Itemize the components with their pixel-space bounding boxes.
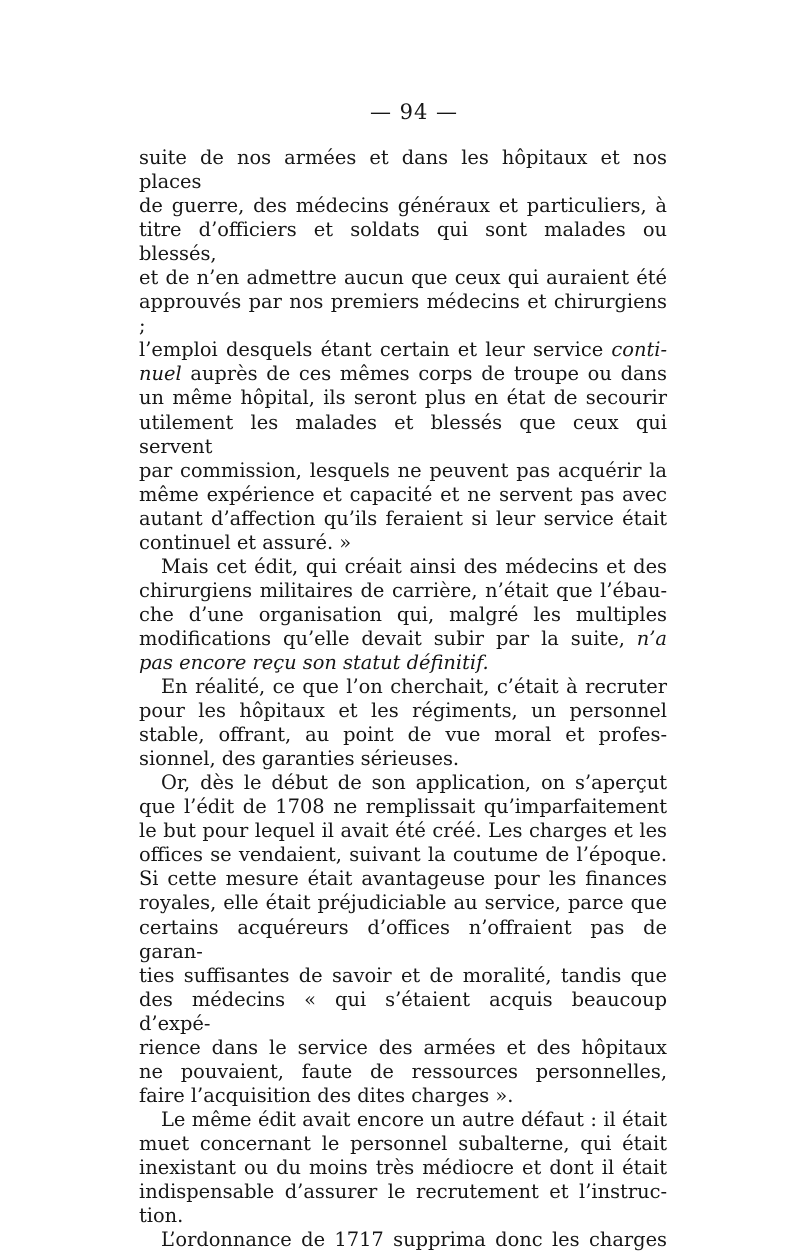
text-run: Si cette mesure était avantageuse pour les finances: [139, 867, 667, 891]
text-run: muet concernant le personnel subalterne, qui était: [139, 1131, 667, 1155]
text-line: [139, 843, 667, 867]
text-line: [139, 483, 667, 507]
text-line: [139, 867, 667, 891]
text-line: [139, 1060, 667, 1084]
text-line: [139, 579, 667, 603]
text-run: certains acquéreurs d’offices n’offraient pas de garan-: [139, 915, 667, 963]
text-line: [139, 386, 667, 410]
italic-text: nuel: [139, 362, 182, 386]
text-line: [139, 411, 667, 459]
text-line: [139, 507, 667, 531]
text-run: suite de nos armées et dans les hôpitaux et nos places: [139, 146, 667, 194]
text-line: [139, 290, 667, 338]
text-run: par commission, lesquels ne peuvent pas acquérir la: [139, 458, 667, 482]
text-line: [139, 218, 667, 266]
text-line: [139, 916, 667, 964]
text-line: [139, 362, 667, 386]
italic-text: n’a: [636, 626, 667, 650]
text-line: [139, 1180, 667, 1204]
text-line: [139, 1228, 667, 1252]
text-line: [139, 964, 667, 988]
text-line: [139, 675, 667, 699]
text-line: [139, 747, 667, 771]
italic-text: pas encore reçu son statut définitif.: [139, 650, 489, 674]
text-run: tion.: [139, 1204, 184, 1228]
text-run: En réalité, ce que l’on cherchait, c’était à recruter: [161, 675, 667, 699]
text-line: [139, 266, 667, 290]
italic-text: conti-: [611, 338, 667, 362]
text-run: Or, dès le début de son application, on s’aperçut: [161, 771, 667, 795]
text-run: approuvés par nos premiers médecins et chirurgiens ;: [139, 290, 667, 338]
text-run: Le même édit avait encore un autre défaut : il était: [161, 1107, 667, 1131]
text-run: continuel et assuré. »: [139, 530, 352, 554]
text-run: offices se vendaient, suivant la coutume de l’époque.: [139, 843, 667, 867]
text-line: [139, 795, 667, 819]
text-line: [139, 1204, 667, 1228]
text-line: [139, 1084, 667, 1108]
text-line: [139, 1108, 667, 1132]
text-run: le but pour lequel il avait été créé. Les charges et les: [139, 819, 667, 843]
text-run: un même hôpital, ils seront plus en état de secourir: [139, 386, 667, 410]
text-run: de guerre, des médecins généraux et particuliers, à: [139, 194, 667, 218]
text-run: faire l’acquisition des dites charges ».: [139, 1083, 514, 1107]
body-text: [139, 146, 667, 1252]
text-line: [139, 771, 667, 795]
text-line: [139, 459, 667, 483]
text-line: [139, 603, 667, 627]
text-run: titre d’officiers et soldats qui sont malades ou blessés,: [139, 218, 667, 266]
text-line: [139, 699, 667, 723]
text-run: et de n’en admettre aucun que ceux qui auraient été: [139, 266, 667, 290]
text-line: [139, 531, 667, 555]
text-line: [139, 723, 667, 747]
text-line: [139, 146, 667, 194]
text-run: auprès de ces mêmes corps de troupe ou dans: [181, 362, 667, 386]
text-line: [139, 988, 667, 1036]
text-line: [139, 338, 667, 362]
text-run: royales, elle était préjudiciable au service, parce que: [139, 891, 667, 915]
text-run: Mais cet édit, qui créait ainsi des médecins et des: [161, 554, 667, 578]
text-run: stable, offrant, au point de vue moral et profes-: [139, 723, 667, 747]
text-run: utilement les malades et blessés que ceux qui servent: [139, 410, 667, 458]
text-line: [139, 1156, 667, 1180]
text-run: des médecins « qui s’étaient acquis beaucoup d’expé-: [139, 987, 667, 1035]
text-line: [139, 651, 667, 675]
text-line: [139, 819, 667, 843]
text-run: inexistant ou du moins très médiocre et dont il était: [139, 1155, 667, 1179]
text-run: autant d’affection qu’ils feraient si leur service était: [139, 506, 667, 530]
text-run: sionnel, des garanties sérieuses.: [139, 747, 460, 771]
text-line: [139, 555, 667, 579]
text-run: L’ordonnance de 1717 supprima donc les charges: [161, 1228, 667, 1252]
text-run: ties suffisantes de savoir et de moralité, tandis que: [139, 963, 667, 987]
text-line: [139, 1036, 667, 1060]
text-run: modifications qu’elle devait subir par la suite,: [139, 626, 637, 650]
text-run: che d’une organisation qui, malgré les multiples: [139, 602, 667, 626]
text-run: l’emploi desquels étant certain et leur service: [139, 338, 612, 362]
text-run: ne pouvaient, faute de ressources personnelles,: [139, 1059, 667, 1083]
text-line: [139, 1132, 667, 1156]
text-line: [139, 627, 667, 651]
text-line: [139, 891, 667, 915]
text-run: que l’édit de 1708 ne remplissait qu’imparfaitement: [139, 795, 667, 819]
text-line: [139, 194, 667, 218]
text-run: indispensable d’assurer le recrutement et l’instruc-: [139, 1180, 667, 1204]
page-number: — 94 —: [369, 100, 459, 124]
text-run: rience dans le service des armées et des hôpitaux: [139, 1035, 667, 1059]
text-run: chirurgiens militaires de carrière, n’était que l’ébau-: [139, 578, 667, 602]
text-run: pour les hôpitaux et les régiments, un personnel: [139, 699, 667, 723]
text-run: même expérience et capacité et ne servent pas avec: [139, 482, 667, 506]
